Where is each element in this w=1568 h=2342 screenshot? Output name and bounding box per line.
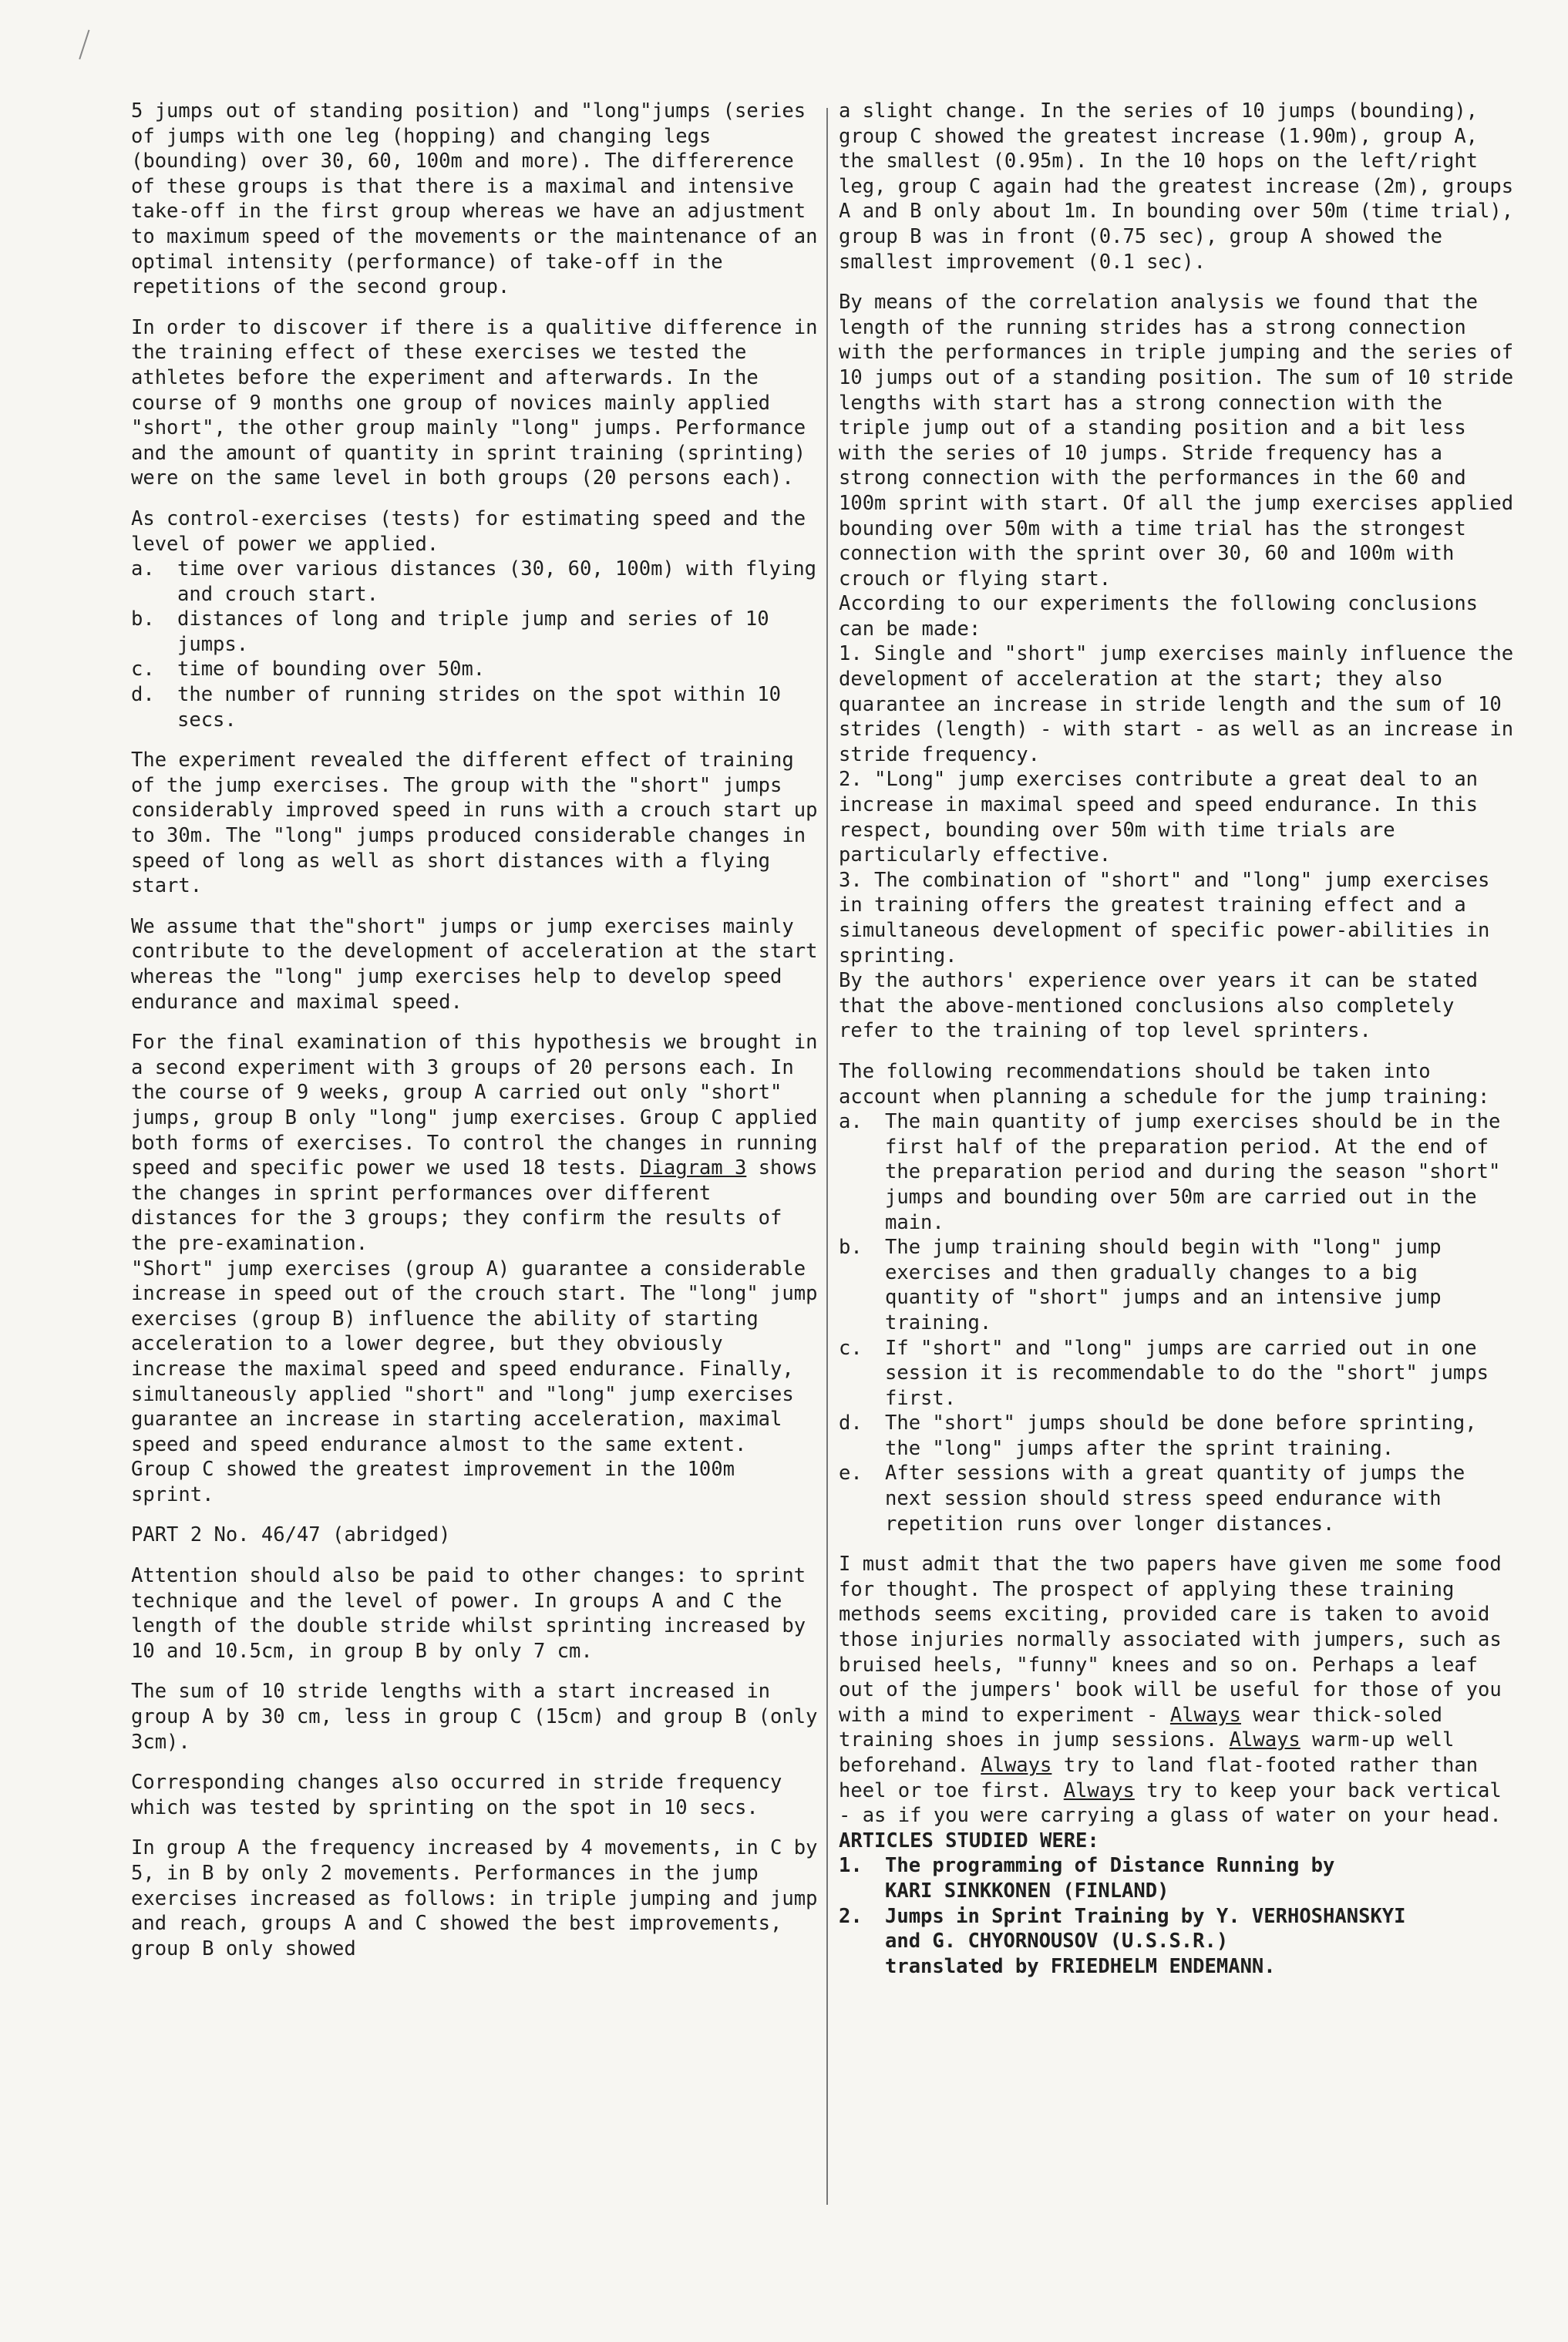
conclusions-intro: According to our experiments the following conclusions can be made: [839,592,1479,641]
article-title: Jumps in Sprint Training by Y. VERHOSHANSKYI [885,1904,1406,1928]
article-author: and G. CHYORNOUSOV (U.S.S.R.) [885,1930,1229,1953]
right-column [839,99,1517,1979]
comment-text: try to keep your back vertical - as if you were carrying a glass of water on your head. [839,1778,1502,1828]
recommendations-list [839,1059,1517,1536]
list-item [839,1109,1517,1235]
authors-experience: By the authors' experience over years it can be stated that the above-mentioned conclusions also completely refer to the training of top level sprinters. [839,969,1479,1043]
article-translator: translated by FRIEDHELM ENDEMANN. [885,1954,1276,1978]
conclusion-1: 1. Single and "short" jump exercises mainly influence the development of acceleration at the start; they also quarantee an increase in stride length and the sum of 10 strides (length) - with start - as well as an increase in stride frequency. [839,642,1514,766]
paragraph-stride-lengths: The sum of 10 stride lengths with a start increased in group A by 30 cm, less in group C (15cm) and group B (only 3cm). [131,1680,818,1754]
control-exercises-list [131,506,825,732]
list-text: time of bounding over 50m. [177,658,486,681]
list-text: distances of long and triple jump and series of 10 jumps. [177,607,769,656]
list-marker: c. [839,1336,863,1360]
list-text: time over various distances (30, 60, 100m) with flying and crouch start. [177,557,817,606]
control-exercises-intro: As control-exercises (tests) for estimating speed and the level of power we applied. [131,506,806,556]
paragraph-slight-change: a slight change. In the series of 10 jumps (bounding), group C showed the greatest increase (1.90m), group A, the smallest (0.95m). In the 10 hops on the left/right leg, group C again had the greatest increase (2m), groups A and B only about 1m. In bounding over 50m (time trial), group B was in front (0.75 sec), group A showed the smallest improvement (0.1 sec). [839,99,1514,274]
article-title: The programming of Distance Running by [885,1854,1335,1878]
list-marker: 2. [839,1904,863,1928]
paragraph-frequency-increase: In group A the frequency increased by 4 movements, in C by 5, in B by only 2 movements. Performances in the jump exercises increased as follows: in triple jumping and jump and reach, groups A and C showed the best improvements, group B only showed [131,1836,818,1960]
conclusion-2: 2. "Long" jump exercises contribute a great deal to an increase in maximal speed and speed endurance. In this respect, bounding over 50m with time trials are particularly effective. [839,768,1479,867]
paragraph-experiment-result: The experiment revealed the different effect of training of the jump exercises. The group with the "short" jumps considerably improved speed in runs with a crouch start up to 30m. The "long" jumps produced considerable changes in speed of long as well as short distances with a flying start. [131,749,818,898]
list-marker: c. [131,658,155,681]
list-item [839,1336,1517,1412]
list-text: The jump training should begin with "long" jump exercises and then gradually changes to a big quantity of "short" jumps and an intensive jump training. [885,1236,1442,1334]
list-item [839,1235,1517,1335]
final-exam-text-2: shows the changes in sprint performances over different distances for the 3 groups; they confirm the results of the pre-examination. [131,1156,818,1255]
list-text: The "short" jumps should be done before sprinting, the "long" jumps after the sprint training. [885,1412,1477,1460]
list-marker: a. [839,1110,863,1134]
list-text: After sessions with a great quantity of jumps the next session should stress speed endurance with repetition runs over longer distances. [885,1462,1465,1536]
list-item [839,1411,1517,1461]
paragraph-experiment-setup: In order to discover if there is a qualitive difference in the training effect of these exercises we tested the athletes before the experiment and afterwards. In the course of 9 months one group of novices mainly applied "short", the other group mainly "long" jumps. Performance and the amount of quantity in sprint training (sprinting) were on the same level in both groups (20 persons each). [131,315,818,490]
list-text: If "short" and "long" jumps are carried out in one session it is recommendable to do the "short" jumps first. [885,1336,1489,1410]
paragraph-final-examination [131,1030,825,1507]
always-emphasis: Always [981,1754,1052,1777]
list-item [131,557,825,607]
paragraph-sprint-technique: Attention should also be paid to other changes: to sprint technique and the level of power. In groups A and C the length of the double stride whilst sprinting increased by 10 and 10.5cm, in group B by only 7 cm. [131,1564,806,1663]
always-emphasis: Always [1229,1728,1300,1752]
final-exam-text-4: Group C showed the greatest improvement in the 100m sprint. [131,1458,735,1506]
list-marker: d. [131,683,155,707]
list-marker: 1. [839,1854,863,1878]
conclusion-3: 3. The combination of "short" and "long" jump exercises in training offers the greatest training effect and a simultaneous development of specific power-abilities in sprinting. [839,868,1490,967]
comment-text: try to land flat-footed rather than heel or toe first. [839,1754,1479,1802]
list-marker: a. [131,557,155,581]
final-exam-text: For the final examination of this hypothesis we brought in a second experiment with 3 groups of 20 persons each. In the course of 9 weeks, group A carried out only "short" jumps, group B only "long" jump exercises. Group C applied both forms of exercises. To control the changes in running speed and specific power we used 18 tests. [131,1031,818,1180]
list-item [131,682,825,732]
paragraph-assumption: We assume that the"short" jumps or jump exercises mainly contribute to the development of acceleration at the start whereas the "long" jump exercises help to develop speed endurance and maximal speed. [131,914,818,1014]
paragraph-jump-types: 5 jumps out of standing position) and "long"jumps (series of jumps with one leg (hopping) and changing legs (bounding) over 30, 60, 100m and more). The differerence of these groups is that there is a maximal and intensive take-off in the first group whereas we have an adjustment to maximum speed of the movements or the maintenance of an optimal intensity (performance) of take-off in the repetitions of the second group. [131,99,818,299]
always-emphasis: Always [1169,1703,1241,1727]
list-text: The main quantity of jump exercises should be in the first half of the preparation period. At the end of the preparation period and during the season "short" jumps and bounding over 50m are carried out in the main. [885,1110,1501,1234]
paragraph-stride-frequency: Corresponding changes also occurred in stride frequency which was tested by sprinting on the spot in 10 secs. [131,1771,782,1819]
pen-mark [79,30,100,63]
column-divider [826,108,828,2205]
always-emphasis: Always [1063,1778,1135,1802]
article-author: KARI SINKKONEN (FINLAND) [885,1879,1169,1903]
articles-heading: ARTICLES STUDIED WERE: [839,1829,1099,1852]
diagram-reference: Diagram 3 [640,1156,747,1180]
part-heading: PART 2 No. 46/47 (abridged) [131,1523,451,1547]
list-marker: b. [131,607,155,631]
list-item [131,607,825,657]
list-item [131,657,825,682]
recommendations-intro: The following recommendations should be taken into account when planning a schedule for the jump training: [839,1059,1490,1109]
comment-text: wear thick-soled training shoes in jump sessions. [839,1703,1442,1752]
left-column [131,99,825,1977]
list-item [839,1461,1517,1536]
article-item [839,1853,1517,1903]
comment-text: I must admit that the two papers have given me some food for thought. The prospect of applying these training methods seems exciting, provided care is taken to avoid those injuries normally associated with jumpers, such as bruised heels, "funny" knees and so on. Perhaps a leaf out of the jumpers' book will be useful for those of you with a mind to experiment - [839,1553,1502,1727]
list-marker: d. [839,1412,863,1435]
paragraph-author-comment [839,1552,1517,1829]
list-marker: e. [839,1462,863,1486]
list-text: the number of running strides on the spot within 10 secs. [177,683,781,732]
paragraph-correlation: By means of the correlation analysis we found that the length of the running strides has a strong connection with the performances in triple jumping and the series of 10 jumps out of a standing position. The sum of 10 stride lengths with start has a strong connection with the triple jump out of a standing position and a bit less with the series of 10 jumps. Stride frequency has a strong connection with the performances in the 60 and 100m sprint with start. Of all the jump exercises applied bounding over 50m with a time trial has the strongest connection with the sprint over 30, 60 and 100m with crouch or flying start. [839,291,1514,591]
article-item [839,1904,1517,1980]
list-marker: b. [839,1236,863,1260]
comment-text: warm-up well beforehand. [839,1728,1455,1777]
final-exam-text-3: "Short" jump exercises (group A) guarantee a considerable increase in speed out of the crouch start. The "long" jump exercises (group B) influence the ability of starting acceleration to a lower degree, but they obviously increase the maximal speed and speed endurance. Finally, simultaneously applied "short" and "long" jump exercises guarantee an increase in starting acceleration, maximal speed and speed endurance almost to the same extent. [131,1257,818,1456]
